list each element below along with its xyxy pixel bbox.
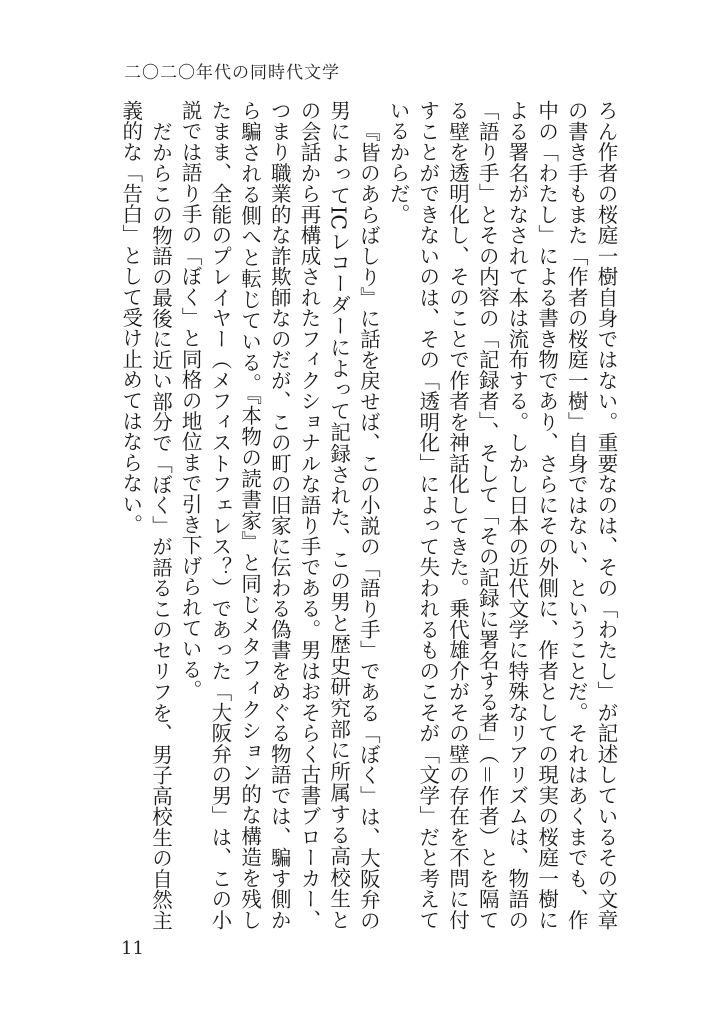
running-header-title: 二〇二〇年代の同時代文学 [124, 63, 340, 83]
paragraph-3: だからこの物語の最後に近い部分で「ぼく」が語るこのセリフを、男子高校生の自然主義的な「告白」として受け止めてはならない。 [118, 100, 173, 930]
body-text [100, 100, 620, 930]
paragraph-1: ろん作者の桜庭一樹自身ではない。重要なのは、その「わたし」が記述しているその文章の書き手もまた「作者の桜庭一樹」自身ではない、ということだ。それはあくまでも、作中の「わたし」による書き物であり、さらにその外側に、作者としての現実の桜庭一樹による署名がなされて本は流布する。しかし日本の近代文学に特殊なリアリズムは、物語の「語り手」とその内容の「記録者」、そして「その記録に署名する者」（＝作者）とを隔てる壁を透明化し、そのことで作者を神話化してきた。乗代雄介がその壁の存在を不問に付すことができないのは、その「透明化」によって失われるものこそが「文学」だと考えているからだ。 [386, 100, 618, 930]
page-number: 11 [121, 938, 144, 959]
paragraph-2: 『皆のあらばしり』に話を戻せば、この小説の「語り手」である「ぼく」は、大阪弁の男によってICレコーダーによって記録された、この男と歴史研究部に所属する高校生との会話から再構成されたフィクショナルな語り手である。男はおそらく古書ブローカー、つまり職業的な詐欺師なのだが、この町の旧家に伝わる偽書をめぐる物語では、騙す側から騙される側へと転じている。『本物の読書家』と同じメタフィクション的な構造を残したまま、全能のプレイヤー（メフィストフェレス？）であった「大阪弁の男」は、この小説では語り手の「ぼく」と同格の地位まで引き下げられている。 [178, 100, 381, 930]
